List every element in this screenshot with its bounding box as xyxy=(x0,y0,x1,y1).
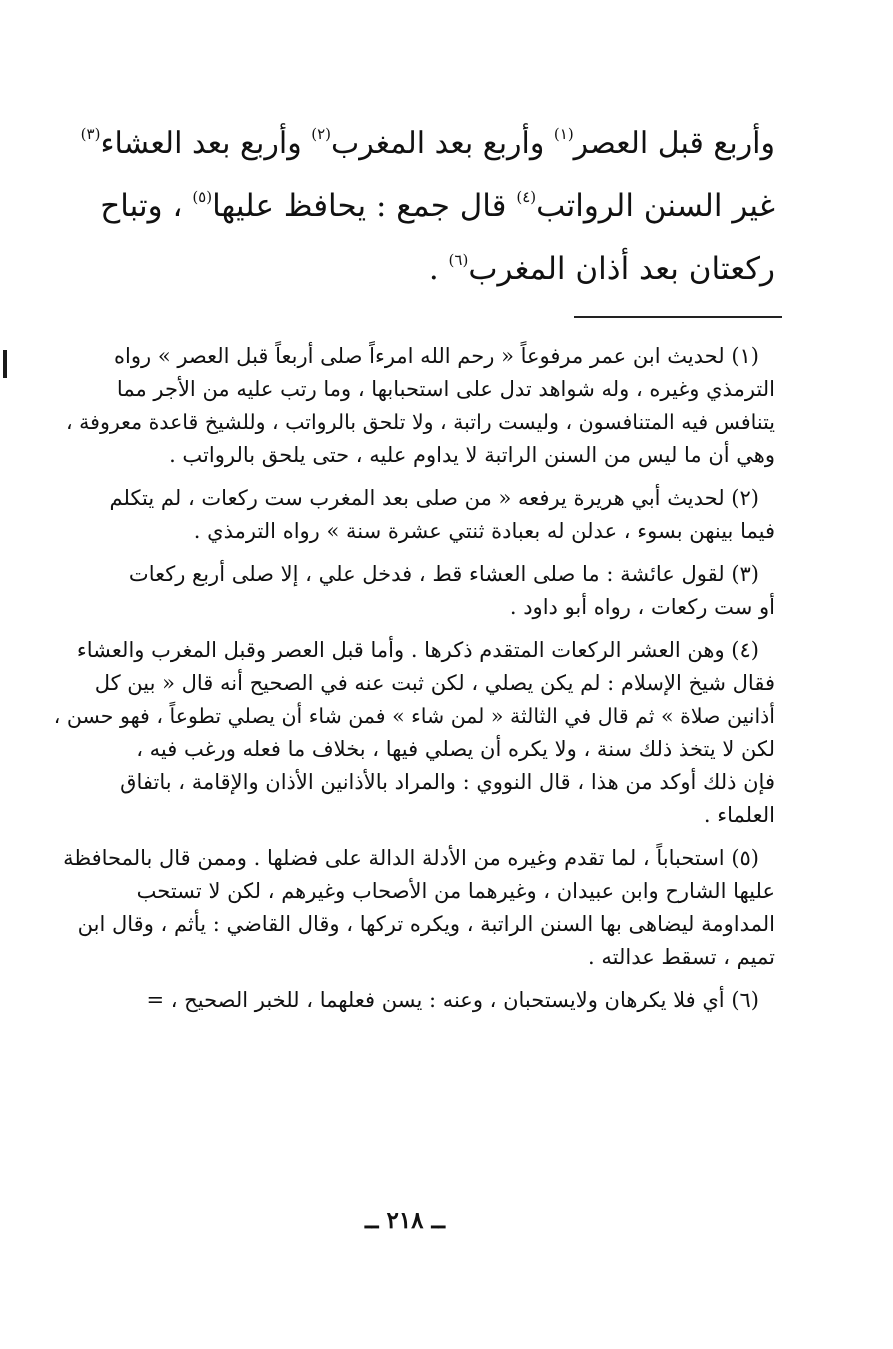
footnote-line: وهي أن ما ليس من السنن الراتبة لا يداوم عليه ، حتى يلحق بالرواتب . xyxy=(169,443,775,467)
footnote-1 xyxy=(53,340,775,472)
footnote-5 xyxy=(53,842,775,974)
footnote-separator xyxy=(574,316,782,318)
footnote-line: يتنافس فيه المتنافسون ، وليست راتبة ، ولا تلحق بالرواتب ، وللشيخ قاعدة معروفة ، xyxy=(66,410,775,434)
footnote-2 xyxy=(53,482,775,548)
footnote-line: (١) لحديث ابن عمر مرفوعاً « رحم الله امرءاً صلى أربعاً قبل العصر » رواه xyxy=(114,344,759,368)
footnote-line: تميم ، تسقط عدالته . xyxy=(588,945,775,969)
footnote-ref: (٣) xyxy=(80,125,101,143)
footnote-line: لكن لا يتخذ ذلك سنة ، ولا يكره أن يصلي فيها ، بخلاف ما فعله ورغب فيه ، xyxy=(136,737,775,761)
footnote-ref: (١) xyxy=(553,125,574,143)
footnote-line: المداومة ليضاهى بها السنن الراتبة ، ويكره تركها ، وقال القاضي : يأثم ، وقال ابن xyxy=(77,912,775,936)
footnote-line: (٦) أي فلا يكرهان ولايستحبان ، وعنه : يسن فعلهما ، للخبر الصحيح ، = xyxy=(146,988,759,1012)
footnote-line: (٢) لحديث أبي هريرة يرفعه « من صلى بعد المغرب ست ركعات ، لم يتكلم xyxy=(109,486,759,510)
footnote-line: العلماء . xyxy=(703,803,775,827)
footnote-ref: (٤) xyxy=(516,188,537,206)
main-text-line: ركعتان بعد أذان المغرب$^{(٦)}$ . xyxy=(428,251,775,287)
footnote-ref: (٢) xyxy=(311,125,331,143)
footnote-line: فقال شيخ الإسلام : لم يكن يصلي ، لكن ثبت عنه في الصحيح أنه قال « بين كل xyxy=(94,671,775,695)
footnote-line: أو ست ركعات ، رواه أبو داود . xyxy=(509,595,775,619)
footnote-ref: (٥) xyxy=(192,188,213,206)
footnote-line: فإن ذلك أوكد من هذا ، قال النووي : والمراد بالأذانين الأذان والإقامة ، باتفاق xyxy=(120,770,775,794)
footnote-line: أذانين صلاة » ثم قال في الثالثة « لمن شاء » فمن شاء أن يصلي تطوعاً ، فهو حسن ، xyxy=(53,704,775,728)
footnote-line: عليها الشارح وابن عبيدان ، وغيرهما من الأصحاب وغيرهم ، لكن لا تستحب xyxy=(136,879,775,903)
footnote-3 xyxy=(53,558,775,624)
footnote-6 xyxy=(53,984,775,1017)
page-number: ــ ٢١٨ ــ xyxy=(364,1207,446,1234)
footnote-line: (٣) لقول عائشة : ما صلى العشاء قط ، فدخل علي ، إلا صلى أربع ركعات xyxy=(128,562,759,586)
footnote-4 xyxy=(53,634,775,832)
footnote-line: الترمذي وغيره ، وله شواهد تدل على استحبابها ، وما رتب عليه من الأجر مما xyxy=(116,377,775,401)
main-text xyxy=(75,112,775,301)
footnote-line: فيما بينهن بسوء ، عدلن له بعبادة ثنتي عشرة سنة » رواه الترمذي . xyxy=(193,519,775,543)
footnote-ref: (٦) xyxy=(448,251,469,269)
footnote-line: (٤) وهن العشر الركعات المتقدم ذكرها . وأما قبل العصر وقبل المغرب والعشاء xyxy=(76,638,759,662)
footnote-line: (٥) استحباباً ، لما تقدم وغيره من الأدلة الدالة على فضلها . وممن قال بالمحافظة xyxy=(63,846,759,870)
margin-mark xyxy=(3,350,7,378)
footnotes xyxy=(53,340,775,1027)
main-text-line: غير السنن الرواتب$^{(٤)}$ قال جمع : يحافظ عليها$^{(٥)}$ ، وتباح xyxy=(100,188,775,224)
main-text-line: وأربع قبل العصر$^{(١)}$ وأربع بعد المغرب$^{(٢)}$ وأربع بعد العشاء$^{(٣)}$ xyxy=(80,125,775,161)
